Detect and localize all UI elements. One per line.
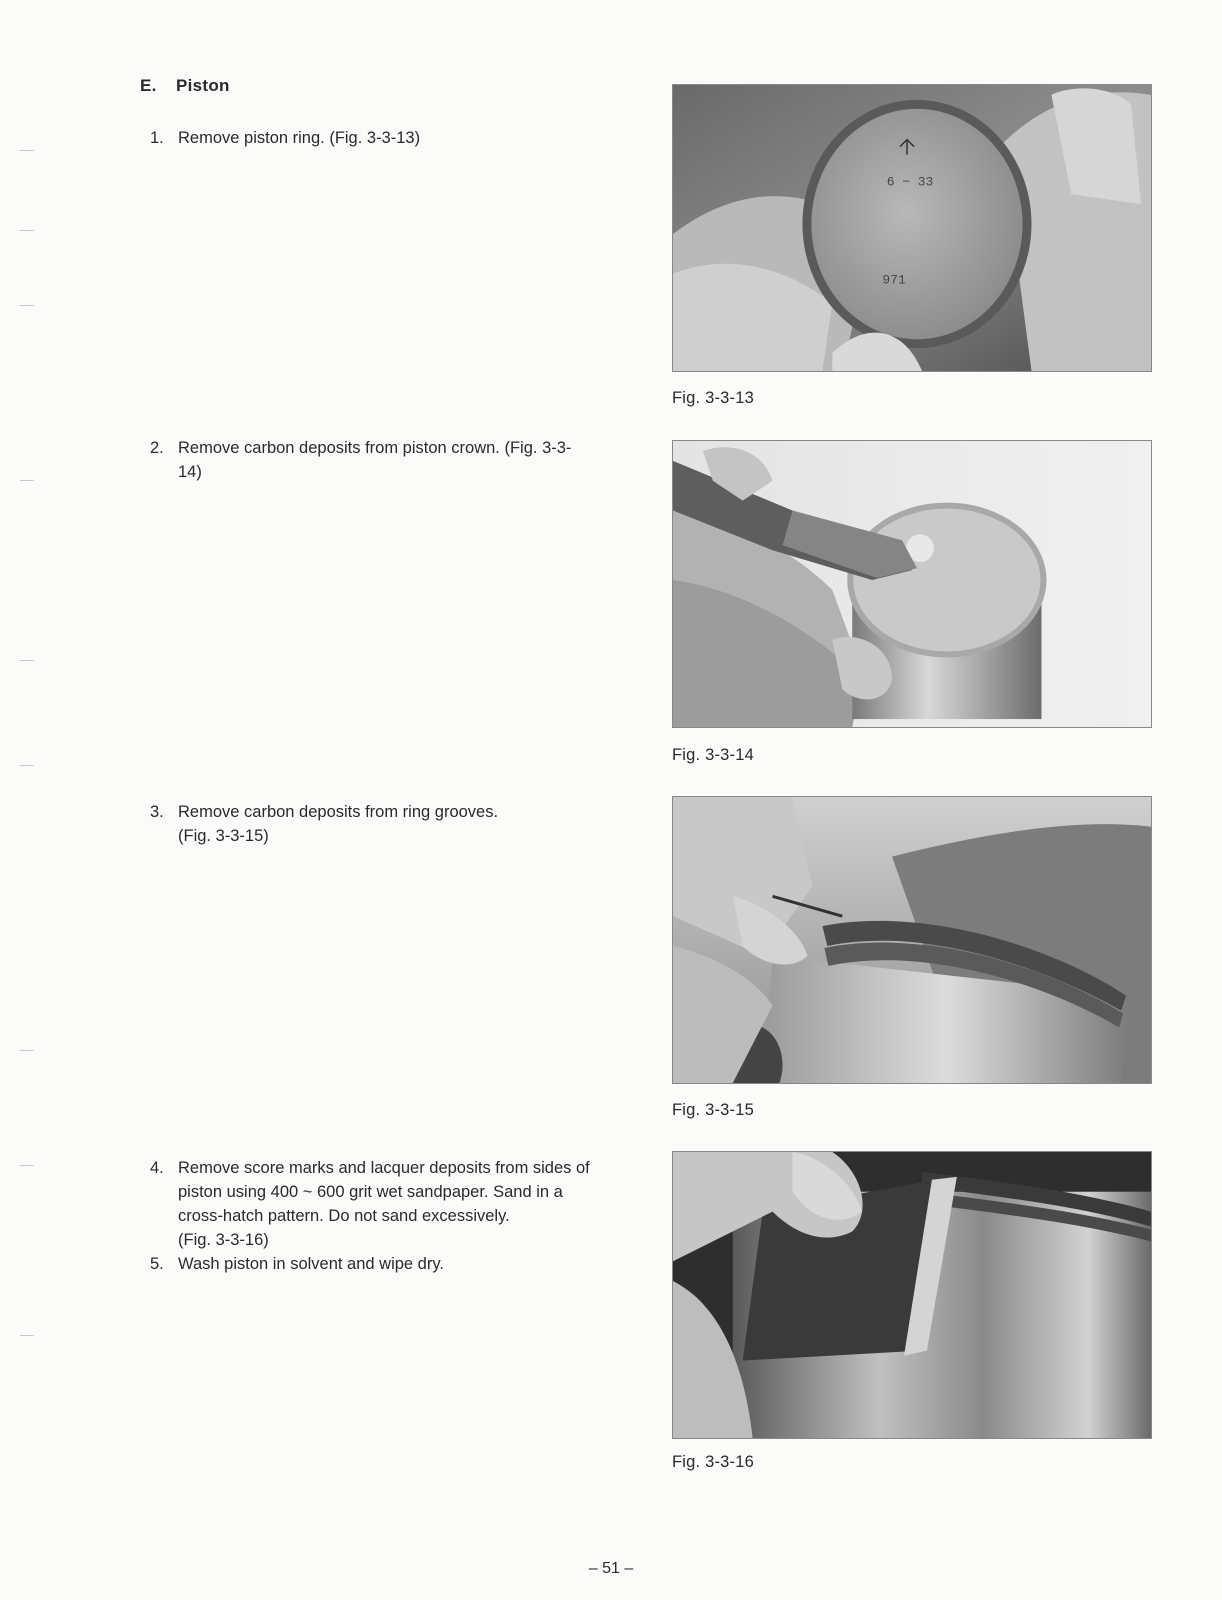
crown-mark-bottom: 971 (882, 272, 906, 288)
figure-photo-ring-grooves (672, 796, 1152, 1084)
step-2 (150, 436, 630, 484)
margin-mark (20, 480, 34, 481)
step-text-line: cross-hatch pattern. Do not sand excessively. (178, 1207, 510, 1225)
step-text-line: Remove carbon deposits from ring grooves. (178, 803, 499, 821)
section-title: Piston (176, 76, 230, 95)
step-number: 5. (150, 1255, 164, 1273)
step-text-line: Remove carbon deposits from piston crown. (Fig. 3-3- (178, 439, 572, 457)
section-heading (140, 76, 230, 96)
step-1 (150, 126, 630, 150)
step-text-line: (Fig. 3-3-15) (178, 827, 269, 845)
margin-mark (20, 230, 34, 231)
step-4 (150, 1156, 630, 1252)
figure-caption: Fig. 3-3-16 (672, 1453, 754, 1471)
margin-mark (20, 150, 34, 151)
step-number: 2. (150, 439, 164, 457)
figure-photo-scraping-crown (672, 440, 1152, 728)
step-text-line: piston using 400 ~ 600 grit wet sandpaper. Sand in a (178, 1183, 563, 1201)
figure-caption: Fig. 3-3-14 (672, 746, 754, 764)
step-text-line: 14) (178, 463, 202, 481)
figure-caption: Fig. 3-3-13 (672, 389, 754, 407)
margin-mark (20, 1165, 34, 1166)
step-text-line: (Fig. 3-3-16) (178, 1231, 269, 1249)
step-number: 3. (150, 803, 164, 821)
margin-mark (20, 305, 34, 306)
step-5 (150, 1252, 630, 1276)
margin-mark (20, 660, 34, 661)
figure-photo-piston-crown (672, 84, 1152, 372)
step-text-line: Remove piston ring. (Fig. 3-3-13) (178, 129, 421, 147)
page-number: – 51 – (588, 1560, 634, 1577)
step-text-line: Remove score marks and lacquer deposits from sides of (178, 1159, 590, 1177)
step-number: 4. (150, 1159, 164, 1177)
figure-caption: Fig. 3-3-15 (672, 1101, 754, 1119)
section-letter: E. (140, 76, 157, 95)
figure-photo-sanding-piston (672, 1151, 1152, 1439)
margin-mark (20, 765, 34, 766)
step-text-line: Wash piston in solvent and wipe dry. (178, 1255, 444, 1273)
crown-mark-top: 6 − 33 (886, 174, 934, 190)
margin-mark (20, 1335, 34, 1336)
step-3 (150, 800, 630, 848)
step-number: 1. (150, 129, 164, 147)
margin-mark (20, 1050, 34, 1051)
